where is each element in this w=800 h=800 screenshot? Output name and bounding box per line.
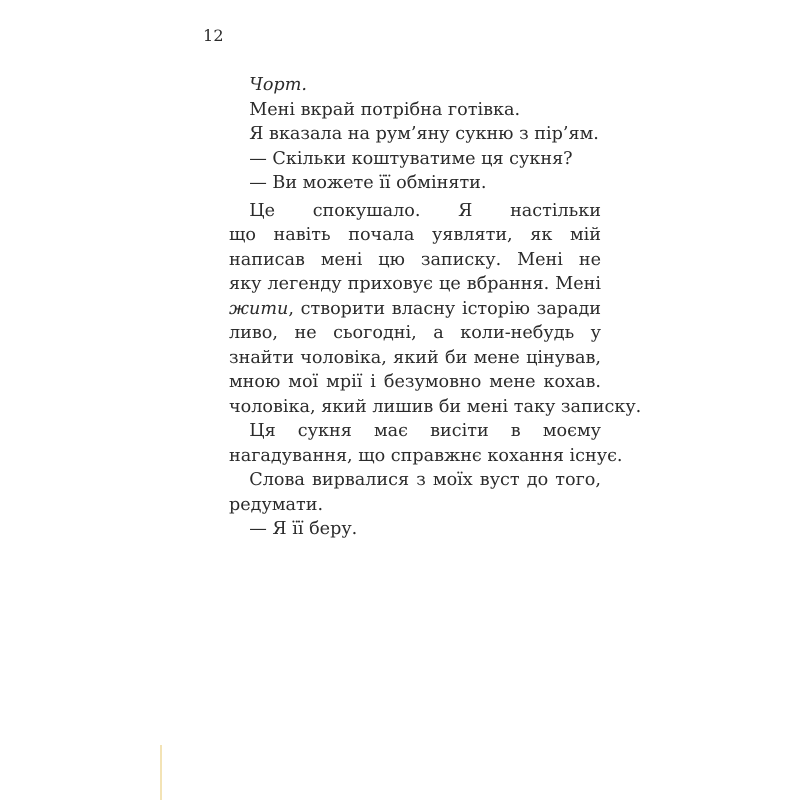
text-line: Слова вирвалися з моїх вуст до того,	[249, 470, 601, 490]
page-number: 12	[203, 26, 224, 45]
text-line: Чорт.	[249, 75, 307, 95]
text-line: нагадування, що справжнє кохання існує.	[229, 445, 623, 466]
text-line: Ця сукня має висіти в моєму	[249, 421, 601, 441]
text-line: Я вказала на рум’яну сукню з пір’ям.	[249, 124, 599, 144]
text-line: що навіть почала уявляти, як мій	[229, 225, 601, 245]
text-line	[229, 297, 601, 322]
text-line: написав мені цю записку. Мені не	[229, 249, 601, 270]
text-line: — Скільки коштуватиме ця сукня?	[249, 148, 573, 169]
text-line: знайти чоловіка, який би мене цінував,	[229, 347, 601, 368]
text-line: чоловіка, який лишив би мені таку записку.	[229, 396, 642, 417]
text-line: Це спокушало. Я настільки	[249, 200, 601, 221]
text-line: — Ви можете її обміняти.	[249, 173, 487, 193]
italic-fragment: жити	[229, 298, 289, 319]
text-line: мною мої мрії і безумовно мене кохав.	[229, 372, 601, 392]
page-text	[229, 73, 642, 542]
text-line: редумати.	[229, 494, 324, 515]
text-line	[229, 272, 601, 297]
text-line: — Я її беру.	[249, 519, 358, 539]
text-line: ливо, не сьогодні, а коли-небудь у	[229, 323, 601, 343]
text-fragment: , створити власну історію заради	[288, 298, 601, 319]
text-line: Мені вкрай потрібна готівка.	[249, 99, 521, 120]
text-fragment: яку легенду приховує це вбрання. Мені	[229, 274, 601, 294]
page-edge-mark	[160, 745, 162, 800]
